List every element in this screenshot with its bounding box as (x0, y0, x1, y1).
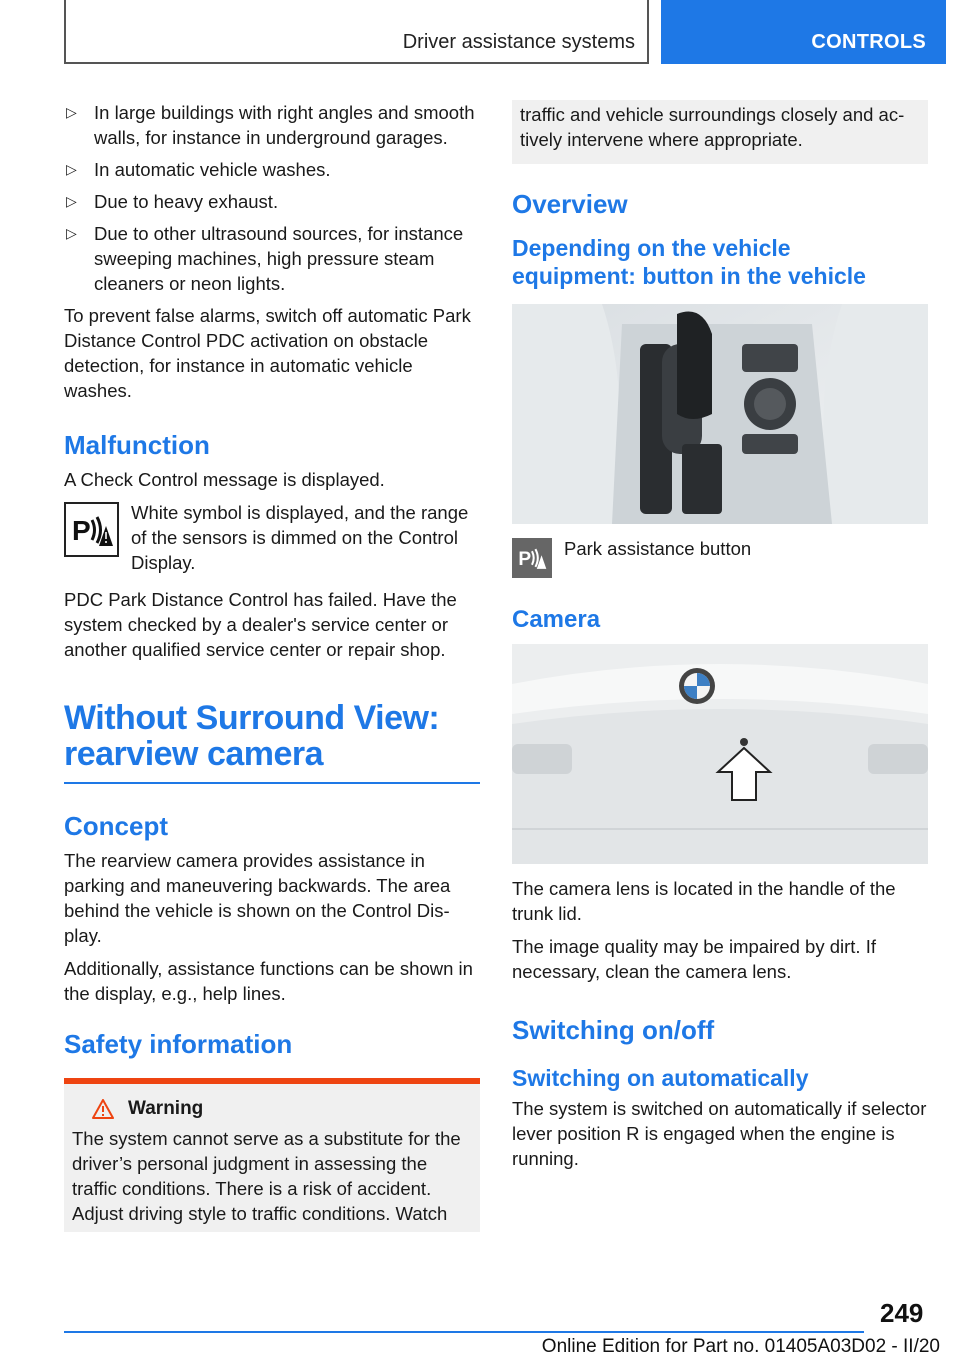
rear-camera-photo (512, 644, 928, 864)
symbol-description: White symbol is displayed, and the range of the sensors is dimmed on the Control Display. (131, 502, 469, 573)
safety-heading: Safety information (64, 1029, 293, 1059)
list-item: ▷ In automatic vehicle washes. (66, 159, 331, 180)
edition-footer: Online Edition for Part no. 01405A03D02 - II/20 (541, 1336, 940, 1357)
switching-auto-paragraph: The system is switched on automatically if selector lever position R is engaged when the engine is running. (512, 1098, 927, 1169)
button-heading-line1: Depending on the vehicle (512, 235, 791, 261)
image-quality-paragraph: The image quality may be impaired by dirt. If necessary, clean the camera lens. (512, 936, 876, 982)
park-assistance-button-icon (512, 538, 552, 578)
pdc-symbol-row (64, 500, 480, 575)
warning-continuation-box (512, 100, 928, 164)
list-item: ▷ In large buildings with right angles and smooth walls, for instance in underground garages. (66, 102, 475, 148)
warning-title-row (92, 1098, 472, 1120)
list-item: ▷ Due to heavy exhaust. (66, 191, 279, 212)
malfunction-paragraph: A Check Control message is displayed. (64, 469, 385, 490)
header-section-title: Driver assistance systems (402, 31, 635, 53)
concept-paragraph: The rearview camera provides assistance in parking and maneuvering backwards. The area behind the vehicle is shown on the Control Display. (64, 850, 451, 946)
bullet-triangle-icon: ▷ (66, 225, 77, 241)
warning-triangle-icon (92, 1099, 114, 1119)
warning-continuation-text: traffic and vehicle surroundings closely and actively intervene where appropriate. (520, 104, 905, 150)
header-chapter-title: CONTROLS (811, 31, 926, 53)
switching-auto-heading: Switching on automatically (512, 1065, 809, 1091)
right-column (512, 100, 928, 1179)
button-heading-line2: equipment: button in the vehicle (512, 263, 866, 289)
warning-text: The system cannot serve as a substitute for the driver’s personal judgment in assessing the traffic conditions. There is a risk of accident. Adjust driving style to traffic conditions. Watch (72, 1128, 461, 1224)
svg-text:P: P (518, 548, 532, 570)
section-heading-line2: rearview camera (64, 735, 324, 773)
section-divider (64, 782, 480, 784)
pdc-failed-paragraph: PDC Park Distance Control has failed. Have the system checked by a dealer's service center or another qualified service center or repair shop. (64, 589, 457, 660)
bullet-triangle-icon: ▷ (66, 193, 77, 209)
page-number: 249 (880, 1298, 924, 1328)
malfunction-heading: Malfunction (64, 430, 210, 460)
switching-heading: Switching on/off (512, 1015, 715, 1045)
header-section-tab (64, 0, 649, 64)
section-heading (64, 700, 480, 772)
bullet-triangle-icon: ▷ (66, 104, 77, 120)
section-heading-line1: Without Surround View: (64, 699, 440, 737)
concept-heading: Concept (64, 811, 168, 841)
park-button-caption-row (512, 536, 928, 578)
false-alarm-paragraph: To prevent false alarms, switch off automatic Park Distance Control PDC activation on obstacle detection, for instance in automatic vehicle washes. (64, 305, 471, 401)
camera-heading: Camera (512, 606, 601, 633)
additional-paragraph: Additionally, assistance functions can be shown in the display, e.g., help lines. (64, 958, 473, 1004)
list-item: ▷ Due to other ultrasound sources, for instance sweeping machines, high pressure steam cleaners or neon lights. (66, 223, 464, 294)
warning-title: Warning (128, 1098, 204, 1119)
bullet-triangle-icon: ▷ (66, 161, 77, 177)
overview-heading: Overview (512, 189, 628, 219)
pdc-warning-symbol-icon (64, 502, 119, 557)
center-console-photo (512, 304, 928, 524)
left-column (64, 100, 480, 1232)
footer-divider (64, 1331, 864, 1333)
park-button-caption: Park assistance button (564, 538, 752, 559)
lens-location-paragraph: The camera lens is located in the handle of the trunk lid. (512, 878, 896, 924)
svg-text:P: P (71, 514, 91, 546)
condition-list (64, 100, 480, 296)
warning-box (64, 1084, 480, 1232)
header-chapter-tab (661, 0, 946, 64)
button-heading (512, 234, 928, 290)
